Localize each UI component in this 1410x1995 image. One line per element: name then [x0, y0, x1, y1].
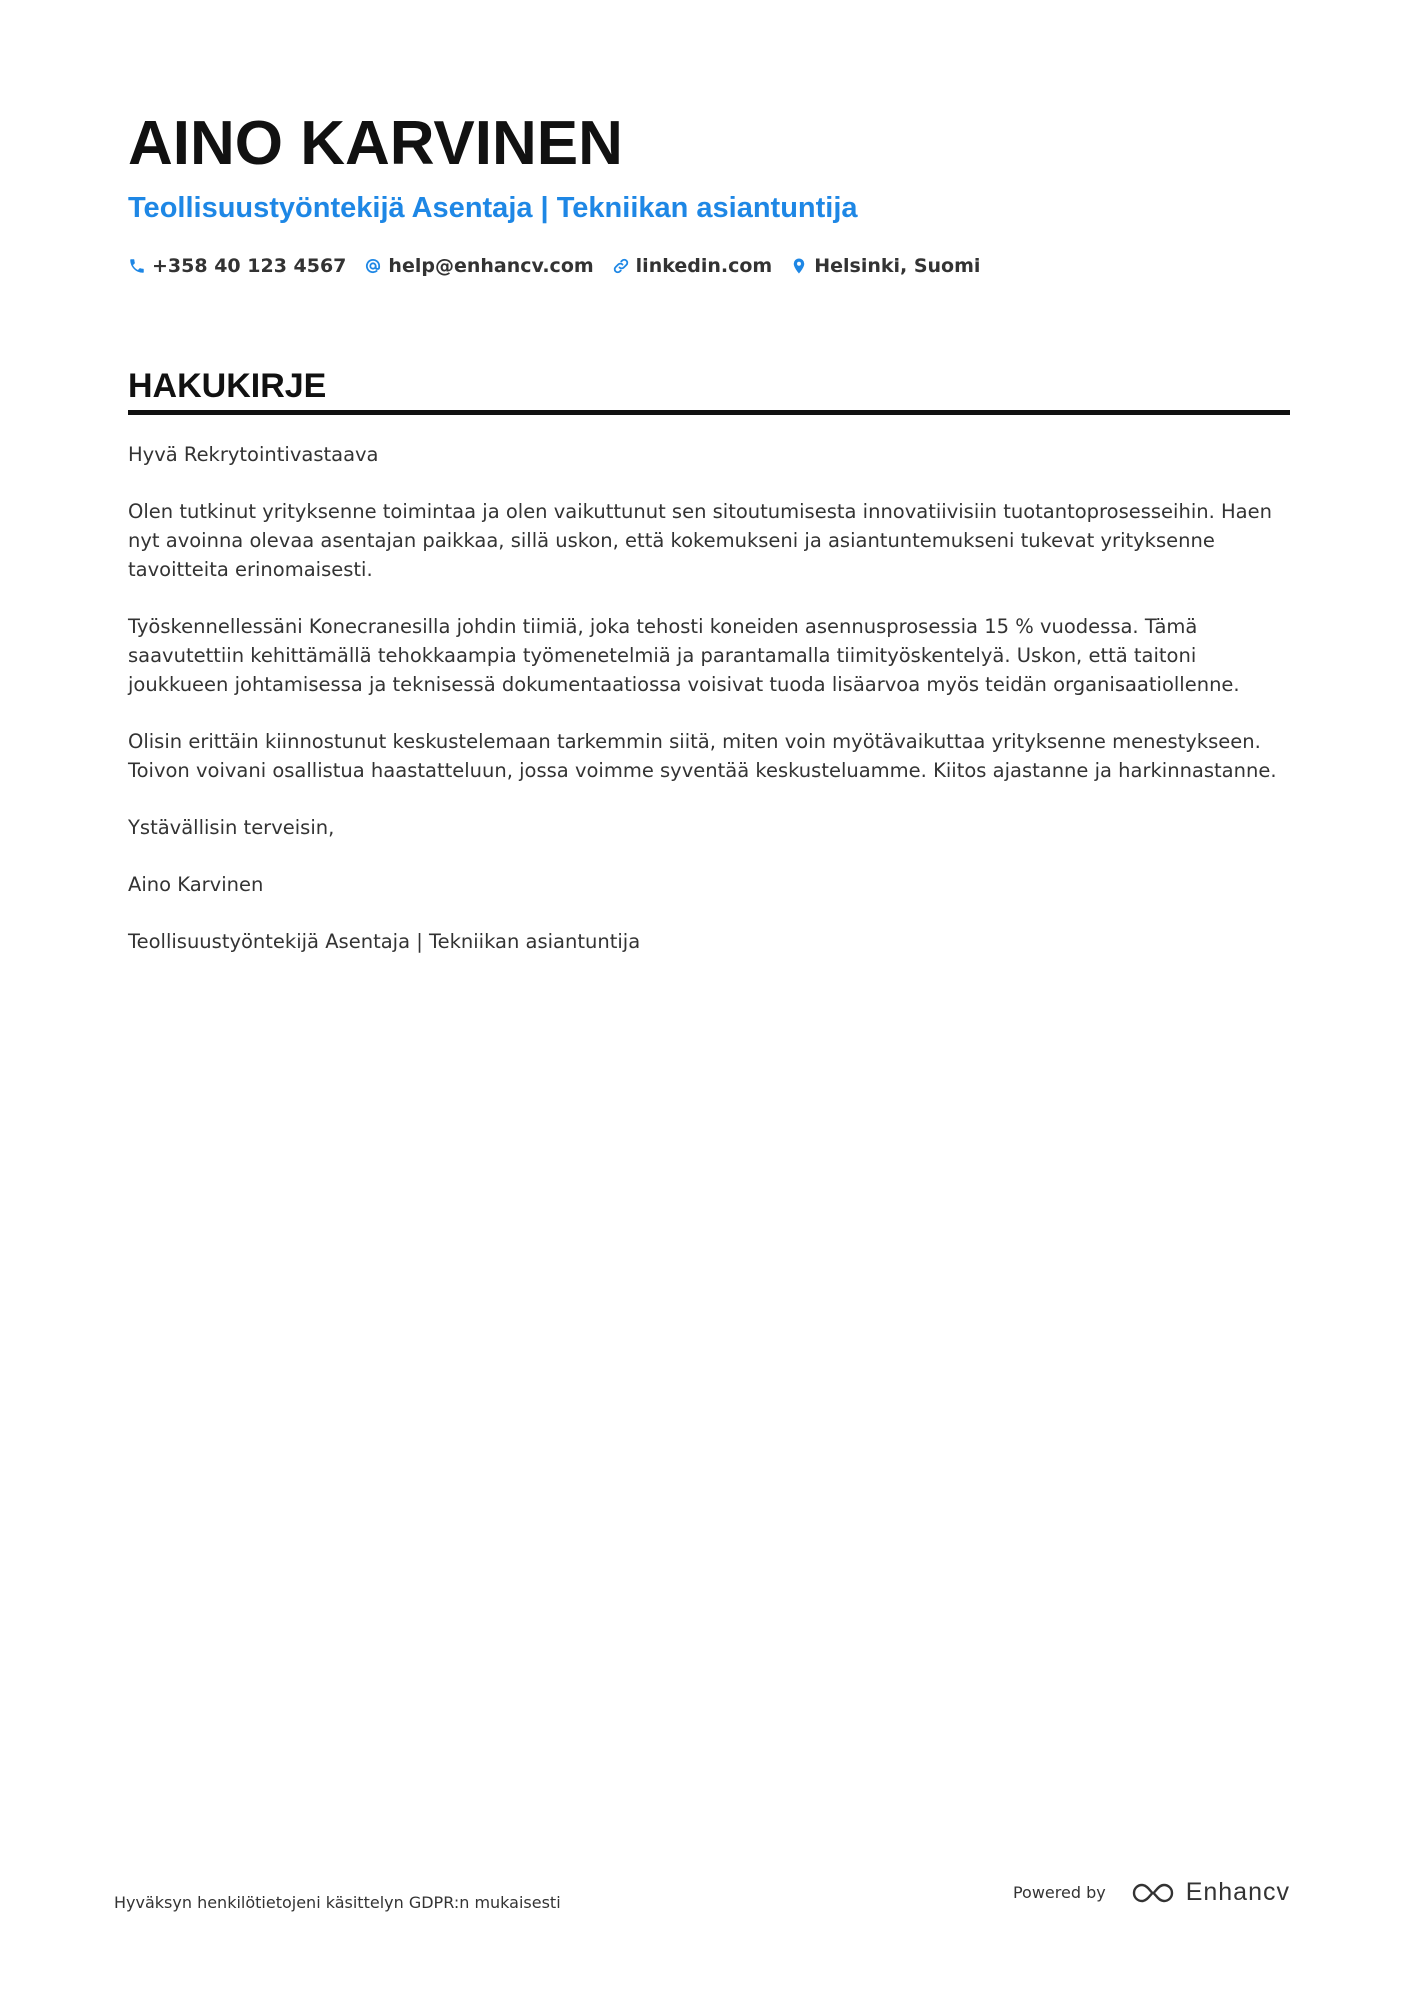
section-divider: [128, 410, 1290, 415]
location-text: Helsinki, Suomi: [814, 255, 981, 277]
signature-title: Teollisuustyöntekijä Asentaja | Tekniikan asiantuntija: [128, 930, 641, 953]
candidate-name: AINO KARVINEN: [128, 109, 623, 178]
signature-name: Aino Karvinen: [128, 873, 264, 896]
letter-body: [128, 440, 1290, 984]
email-text: help@enhancv.com: [388, 255, 594, 277]
letter-paragraph: Olen tutkinut yrityksenne toimintaa ja olen vaikuttunut sen sitoutumisesta innovatiivisiin tuotantoprosesseihin. Haen nyt avoinna olevaa asentajan paikkaa, sillä uskon, että kokemukseni ja asiantuntemukseni tukevat yrityksenne tavoitteita erinomaisesti.: [128, 500, 1272, 581]
letter-closing: Ystävällisin terveisin,: [128, 816, 335, 839]
contact-email[interactable]: [364, 255, 593, 277]
enhancv-logo-icon: [1130, 1880, 1176, 1906]
linkedin-text: linkedin.com: [635, 255, 773, 277]
brand: [1130, 1878, 1290, 1907]
powered-by-label: Powered by: [1012, 1883, 1106, 1902]
at-icon: [364, 257, 382, 275]
letter-paragraph: Olisin erittäin kiinnostunut keskustelemaan tarkemmin siitä, miten voin myötävaikuttaa yrityksenne menestykseen. Toivon voivani osallistua haastatteluun, jossa voimme syventää keskusteluamme. Kiitos ajastanne ja harkinnastanne.: [128, 730, 1277, 782]
link-icon: [612, 257, 630, 275]
job-title: Teollisuustyöntekijä Asentaja | Tekniikan asiantuntija: [128, 192, 858, 224]
section-title: HAKUKIRJE: [128, 367, 327, 405]
letter-greeting: Hyvä Rekrytointivastaava: [128, 443, 379, 466]
powered-by[interactable]: [1013, 1878, 1290, 1907]
letter-paragraph: Työskennellessäni Konecranesilla johdin tiimiä, joka tehosti koneiden asennusprosessia 15 % vuodessa. Tämä saavutettiin kehittämällä tehokkaampia työmenetelmiä ja parantamalla tiimityöskentelyä. Uskon, että taitoni joukkueen johtamisessa ja teknisessä dokumentaatiossa voisivat tuoda lisäarvoa myös teidän organisaatiollenne.: [128, 615, 1240, 696]
phone-text: +358 40 123 4567: [152, 255, 347, 277]
contact-linkedin[interactable]: [612, 255, 773, 277]
location-pin-icon: [790, 257, 808, 275]
contact-location: [790, 255, 980, 277]
contact-bar: [128, 255, 980, 277]
brand-name: Enhancv: [1185, 1878, 1290, 1906]
contact-phone[interactable]: [128, 255, 346, 277]
gdpr-consent: Hyväksyn henkilötietojeni käsittelyn GDPR:n mukaisesti: [114, 1893, 561, 1912]
phone-icon: [128, 257, 146, 275]
